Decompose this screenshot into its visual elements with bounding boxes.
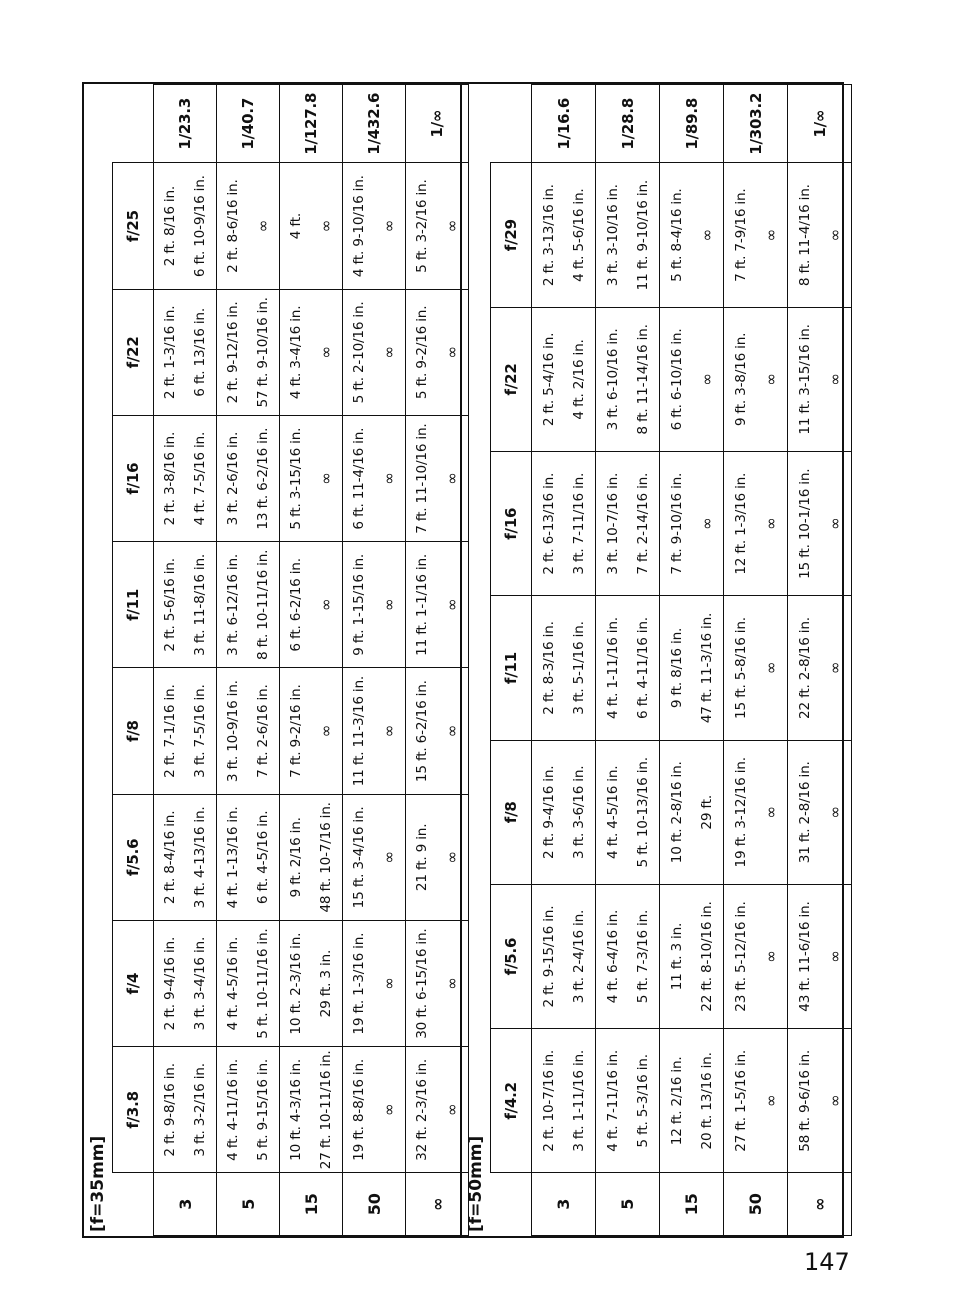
far-limit: 8 ft. 11-14/16 in. (634, 324, 651, 435)
dof-cell (406, 163, 469, 289)
table-50mm-block (462, 82, 844, 1238)
distance-cell: ∞ (788, 1173, 852, 1236)
dof-cell (280, 289, 343, 415)
header-ratio-blank (491, 85, 532, 164)
near-limit: 21 ft. 9 in. (414, 823, 430, 892)
ratio-cell: 1/40.7 (217, 85, 280, 164)
far-limit: 13 ft. 6-2/16 in. (255, 427, 271, 530)
dof-cell (280, 1047, 343, 1173)
far-limit: 3 ft. 1-11/16 in. (570, 1049, 587, 1152)
dof-cell (596, 1029, 660, 1173)
near-limit: 4 ft. 4-5/16 in. (604, 765, 621, 859)
ratio-cell: 1/16.6 (532, 85, 596, 164)
header-ratio-blank (113, 85, 154, 164)
far-limit: ∞ (443, 219, 461, 233)
dof-cell (217, 794, 280, 920)
far-limit: 57 ft. 9-10/16 in. (255, 297, 271, 408)
dof-cell (280, 794, 343, 920)
far-limit: ∞ (380, 598, 398, 612)
dof-cell (154, 163, 217, 289)
near-limit: 2 ft. 10-7/16 in. (540, 1049, 557, 1152)
near-limit: 11 ft. 3-15/16 in. (796, 324, 813, 435)
far-limit: 22 ft. 8-10/16 in. (698, 901, 715, 1012)
far-limit: 5 ft. 5-3/16 in. (634, 1054, 651, 1148)
near-limit: 2 ft. 1-3/16 in. (162, 305, 178, 400)
far-limit: ∞ (443, 472, 461, 485)
rotated-content (82, 82, 844, 1238)
header-distance-blank (113, 1173, 154, 1236)
ratio-cell: 1/89.8 (660, 85, 724, 164)
near-limit: 2 ft. 9-4/16 in. (162, 936, 178, 1031)
near-limit: 32 ft. 2-3/16 in. (414, 1058, 430, 1161)
near-limit: 15 ft. 3-4/16 in. (351, 806, 367, 909)
near-limit: 2 ft. 9-15/16 in. (540, 905, 557, 1008)
dof-table-35mm (112, 84, 469, 1236)
far-limit: ∞ (254, 219, 272, 233)
near-limit: 2 ft. 3-13/16 in. (540, 184, 557, 287)
dof-cell (154, 289, 217, 415)
far-limit: ∞ (443, 1103, 461, 1117)
aperture-header: f/11 (113, 542, 154, 668)
dof-cell (217, 163, 280, 289)
near-limit: 2 ft. 8-3/16 in. (540, 621, 557, 715)
far-limit: ∞ (825, 229, 844, 242)
table-row (788, 85, 852, 1236)
near-limit: 9 ft. 3-8/16 in. (732, 332, 749, 427)
distance-cell: ∞ (406, 1173, 469, 1236)
ratio-cell: 1/∞ (788, 85, 852, 164)
near-limit: 22 ft. 2-8/16 in. (796, 617, 813, 719)
dof-cell (280, 416, 343, 542)
dof-cell (532, 452, 596, 596)
near-limit: 3 ft. 10-7/16 in. (604, 472, 621, 575)
aperture-header: f/22 (113, 289, 154, 415)
aperture-header: f/3.8 (113, 1047, 154, 1173)
dof-cell (596, 596, 660, 740)
dof-cell (660, 596, 724, 740)
distance-cell: 5 (596, 1173, 660, 1236)
dof-cell (343, 289, 406, 415)
near-limit: 3 ft. 10-9/16 in. (225, 680, 241, 783)
near-limit: 10 ft. 4-3/16 in. (288, 1058, 304, 1161)
dof-cell (154, 1047, 217, 1173)
aperture-header: f/11 (491, 596, 532, 740)
ratio-cell: 1/432.6 (343, 85, 406, 164)
table-35mm-block (82, 82, 462, 1238)
near-limit: 11 ft. 1-1/16 in. (414, 553, 430, 656)
aperture-header: f/5.6 (113, 794, 154, 920)
near-limit: 4 ft. 9-10/16 in. (351, 175, 367, 278)
dof-cell (217, 1047, 280, 1173)
far-limit: ∞ (380, 346, 398, 359)
near-limit: 15 ft. 10-1/16 in. (796, 468, 813, 579)
dof-cell (660, 884, 724, 1028)
distance-cell: 5 (217, 1173, 280, 1236)
far-limit: ∞ (380, 219, 398, 233)
dof-cell (596, 163, 660, 307)
aperture-header: f/4 (113, 921, 154, 1047)
near-limit: 58 ft. 9-6/16 in. (796, 1049, 813, 1152)
ratio-cell: 1/∞ (406, 85, 469, 164)
header-row (491, 85, 532, 1236)
near-limit: 10 ft. 2-3/16 in. (288, 932, 304, 1035)
dof-cell (532, 740, 596, 884)
far-limit: 29 ft. 3 in. (318, 949, 334, 1018)
header-row (113, 85, 154, 1236)
far-limit: 3 ft. 11-8/16 in. (192, 553, 208, 656)
far-limit: 7 ft. 2-14/16 in. (634, 472, 651, 575)
far-limit: ∞ (825, 517, 844, 530)
dof-cell (788, 452, 852, 596)
far-limit: ∞ (443, 724, 461, 738)
aperture-header: f/8 (491, 740, 532, 884)
near-limit: 2 ft. 9-4/16 in. (540, 765, 557, 859)
far-limit: ∞ (825, 1094, 844, 1108)
far-limit: ∞ (317, 724, 335, 738)
table-35mm-label: [f=35mm] (88, 1135, 108, 1232)
dof-cell (724, 163, 788, 307)
ratio-cell: 1/23.3 (154, 85, 217, 164)
near-limit: 5 ft. 8-4/16 in. (668, 188, 685, 282)
far-limit: ∞ (443, 851, 461, 864)
near-limit: 4 ft. 4-11/16 in. (225, 1058, 241, 1161)
aperture-header: f/29 (491, 163, 532, 307)
far-limit: ∞ (380, 977, 398, 990)
far-limit: ∞ (825, 950, 844, 963)
dof-cell (596, 740, 660, 884)
dof-cell (724, 452, 788, 596)
far-limit: ∞ (825, 806, 844, 819)
dof-cell (406, 668, 469, 794)
dof-cell (532, 307, 596, 451)
dof-cell (280, 921, 343, 1047)
dof-cell (724, 1029, 788, 1173)
dof-cell (596, 452, 660, 596)
near-limit: 2 ft. 5-6/16 in. (162, 558, 178, 652)
table-row (660, 85, 724, 1236)
dof-cell (788, 740, 852, 884)
dof-cell (343, 416, 406, 542)
far-limit: 4 ft. 5-6/16 in. (570, 188, 587, 282)
dof-cell (154, 668, 217, 794)
far-limit: 3 ft. 4-13/16 in. (192, 806, 208, 909)
dof-cell (724, 884, 788, 1028)
far-limit: 6 ft. 4-11/16 in. (634, 617, 651, 719)
far-limit: 3 ft. 3-4/16 in. (192, 936, 208, 1031)
dof-cell (154, 542, 217, 668)
far-limit: ∞ (825, 661, 844, 675)
dof-cell (660, 307, 724, 451)
table-row (724, 85, 788, 1236)
near-limit: 2 ft. 8-4/16 in. (162, 810, 178, 905)
near-limit: 19 ft. 3-12/16 in. (732, 757, 749, 868)
distance-cell: 3 (532, 1173, 596, 1236)
near-limit: 11 ft. 3 in. (668, 922, 685, 991)
distance-cell: 3 (154, 1173, 217, 1236)
dof-cell (217, 416, 280, 542)
far-limit: ∞ (761, 661, 780, 675)
dof-cell (280, 163, 343, 289)
dof-cell (596, 884, 660, 1028)
far-limit: 47 ft. 11-3/16 in. (698, 612, 715, 724)
far-limit: 3 ft. 7-11/16 in. (570, 472, 587, 575)
dof-cell (724, 307, 788, 451)
dof-cell (596, 307, 660, 451)
far-limit: 6 ft. 4-5/16 in. (255, 810, 271, 905)
aperture-header: f/16 (491, 452, 532, 596)
dof-cell (406, 1047, 469, 1173)
dof-cell (532, 163, 596, 307)
header-distance-blank (491, 1173, 532, 1236)
dof-cell (217, 289, 280, 415)
far-limit: 4 ft. 7-5/16 in. (192, 431, 208, 526)
far-limit: ∞ (380, 472, 398, 485)
dof-cell (660, 163, 724, 307)
near-limit: 2 ft. 9-12/16 in. (225, 301, 241, 404)
far-limit: ∞ (761, 373, 780, 386)
dof-cell (788, 1029, 852, 1173)
near-limit: 2 ft. 7-1/16 in. (162, 684, 178, 778)
near-limit: 6 ft. 11-4/16 in. (351, 427, 367, 530)
far-limit: ∞ (380, 724, 398, 738)
far-limit: 4 ft. 2/16 in. (570, 339, 587, 420)
near-limit: 4 ft. 3-4/16 in. (288, 305, 304, 400)
dof-cell (660, 1029, 724, 1173)
dof-cell (343, 542, 406, 668)
table-row (154, 85, 217, 1236)
dof-cell (343, 163, 406, 289)
distance-cell: 50 (724, 1173, 788, 1236)
far-limit: ∞ (443, 598, 461, 612)
near-limit: 9 ft. 8/16 in. (668, 627, 685, 709)
near-limit: 2 ft. 8-6/16 in. (225, 179, 241, 273)
near-limit: 19 ft. 8-8/16 in. (351, 1058, 367, 1161)
near-limit: 23 ft. 5-12/16 in. (732, 901, 749, 1012)
dof-cell (660, 740, 724, 884)
far-limit: 48 ft. 10-7/16 in. (318, 802, 334, 913)
far-limit: 29 ft. (698, 794, 715, 830)
dof-cell (280, 668, 343, 794)
near-limit: 4 ft. 1-11/16 in. (604, 617, 621, 719)
dof-cell (217, 668, 280, 794)
table-50mm-label: [f=50mm] (466, 1135, 486, 1232)
near-limit: 7 ft. 7-9/16 in. (732, 188, 749, 282)
dof-cell (154, 794, 217, 920)
near-limit: 5 ft. 2-10/16 in. (351, 301, 367, 404)
near-limit: 8 ft. 11-4/16 in. (796, 184, 813, 287)
far-limit: 3 ft. 5-1/16 in. (570, 621, 587, 715)
distance-cell: 15 (660, 1173, 724, 1236)
table-row (532, 85, 596, 1236)
near-limit: 31 ft. 2-8/16 in. (796, 761, 813, 864)
near-limit: 5 ft. 3-2/16 in. (414, 179, 430, 273)
far-limit: 3 ft. 7-5/16 in. (192, 684, 208, 778)
near-limit: 30 ft. 6-15/16 in. (414, 928, 430, 1039)
dof-cell (343, 794, 406, 920)
dof-cell (406, 289, 469, 415)
aperture-header: f/22 (491, 307, 532, 451)
dof-cell (154, 416, 217, 542)
ratio-cell: 1/303.2 (724, 85, 788, 164)
far-limit: 11 ft. 9-10/16 in. (634, 180, 651, 291)
near-limit: 9 ft. 2/16 in. (288, 817, 304, 898)
near-limit: 15 ft. 5-8/16 in. (732, 617, 749, 719)
dof-cell (532, 596, 596, 740)
near-limit: 43 ft. 11-6/16 in. (796, 901, 813, 1012)
far-limit: ∞ (697, 517, 716, 530)
dof-cell (406, 921, 469, 1047)
far-limit: 3 ft. 2-4/16 in. (570, 909, 587, 1004)
page-number: 147 (804, 1248, 850, 1276)
near-limit: 3 ft. 2-6/16 in. (225, 431, 241, 526)
far-limit: ∞ (317, 472, 335, 485)
distance-cell: 50 (343, 1173, 406, 1236)
near-limit: 12 ft. 2/16 in. (668, 1056, 685, 1146)
near-limit: 4 ft. 1-13/16 in. (225, 806, 241, 909)
far-limit: ∞ (761, 1094, 780, 1108)
far-limit: ∞ (761, 517, 780, 530)
dof-cell (788, 163, 852, 307)
far-limit: 6 ft. 13/16 in. (192, 308, 208, 397)
far-limit: ∞ (761, 229, 780, 242)
aperture-header: f/25 (113, 163, 154, 289)
table-row (217, 85, 280, 1236)
far-limit: ∞ (443, 977, 461, 990)
near-limit: 7 ft. 11-10/16 in. (414, 423, 430, 534)
table-row (280, 85, 343, 1236)
dof-cell (280, 542, 343, 668)
far-limit: 20 ft. 13/16 in. (698, 1052, 715, 1150)
far-limit: ∞ (697, 229, 716, 242)
near-limit: 2 ft. 3-8/16 in. (162, 431, 178, 526)
near-limit: 2 ft. 6-13/16 in. (540, 472, 557, 575)
table-row (406, 85, 469, 1236)
far-limit: ∞ (697, 373, 716, 386)
table-row (596, 85, 660, 1236)
far-limit: 5 ft. 10-13/16 in. (634, 757, 651, 868)
dof-cell (788, 596, 852, 740)
table-row (343, 85, 406, 1236)
near-limit: 3 ft. 3-10/16 in. (604, 184, 621, 287)
near-limit: 27 ft. 1-5/16 in. (732, 1049, 749, 1152)
dof-cell (406, 794, 469, 920)
far-limit: 8 ft. 10-11/16 in. (255, 549, 271, 661)
far-limit: 5 ft. 7-3/16 in. (634, 909, 651, 1004)
near-limit: 10 ft. 2-8/16 in. (668, 761, 685, 864)
near-limit: 5 ft. 3-15/16 in. (288, 427, 304, 530)
near-limit: 4 ft. 7-11/16 in. (604, 1049, 621, 1152)
near-limit: 5 ft. 9-2/16 in. (414, 305, 430, 400)
dof-cell (788, 884, 852, 1028)
dof-cell (788, 307, 852, 451)
near-limit: 2 ft. 8/16 in. (162, 186, 178, 267)
dof-cell (532, 1029, 596, 1173)
near-limit: 6 ft. 6-2/16 in. (288, 558, 304, 652)
aperture-header: f/5.6 (491, 884, 532, 1028)
near-limit: 2 ft. 5-4/16 in. (540, 332, 557, 427)
far-limit: 27 ft. 10-11/16 in. (318, 1050, 334, 1170)
dof-cell (217, 542, 280, 668)
near-limit: 15 ft. 6-2/16 in. (414, 680, 430, 783)
near-limit: 4 ft. (288, 213, 304, 240)
far-limit: 5 ft. 9-15/16 in. (255, 1058, 271, 1161)
ratio-cell: 1/28.8 (596, 85, 660, 164)
near-limit: 11 ft. 11-3/16 in. (351, 675, 367, 787)
dof-cell (532, 884, 596, 1028)
near-limit: 4 ft. 4-5/16 in. (225, 936, 241, 1031)
far-limit: ∞ (380, 1103, 398, 1117)
dof-cell (724, 740, 788, 884)
near-limit: 7 ft. 9-10/16 in. (668, 472, 685, 575)
dof-table-50mm (490, 84, 852, 1236)
far-limit: 7 ft. 2-6/16 in. (255, 684, 271, 778)
aperture-header: f/16 (113, 416, 154, 542)
far-limit: ∞ (380, 851, 398, 864)
near-limit: 12 ft. 1-3/16 in. (732, 472, 749, 575)
aperture-header: f/4.2 (491, 1029, 532, 1173)
far-limit: ∞ (317, 346, 335, 359)
near-limit: 4 ft. 6-4/16 in. (604, 909, 621, 1004)
far-limit: 6 ft. 10-9/16 in. (192, 175, 208, 278)
near-limit: 6 ft. 6-10/16 in. (668, 328, 685, 431)
dof-cell (724, 596, 788, 740)
far-limit: ∞ (443, 346, 461, 359)
dof-cell (343, 1047, 406, 1173)
near-limit: 9 ft. 1-15/16 in. (351, 553, 367, 656)
dof-cell (154, 921, 217, 1047)
aperture-header: f/8 (113, 668, 154, 794)
far-limit: ∞ (317, 598, 335, 612)
far-limit: 3 ft. 3-2/16 in. (192, 1063, 208, 1157)
dof-cell (217, 921, 280, 1047)
far-limit: ∞ (825, 373, 844, 386)
near-limit: 3 ft. 6-12/16 in. (225, 553, 241, 656)
near-limit: 3 ft. 6-10/16 in. (604, 328, 621, 431)
far-limit: ∞ (761, 806, 780, 819)
dof-cell (406, 542, 469, 668)
near-limit: 2 ft. 9-8/16 in. (162, 1063, 178, 1157)
far-limit: ∞ (317, 219, 335, 233)
far-limit: 3 ft. 3-6/16 in. (570, 765, 587, 859)
ratio-cell: 1/127.8 (280, 85, 343, 164)
dof-cell (660, 452, 724, 596)
near-limit: 7 ft. 9-2/16 in. (288, 684, 304, 778)
dof-cell (343, 921, 406, 1047)
near-limit: 19 ft. 1-3/16 in. (351, 932, 367, 1035)
dof-cell (406, 416, 469, 542)
far-limit: 5 ft. 10-11/16 in. (255, 928, 271, 1039)
far-limit: ∞ (761, 950, 780, 963)
distance-cell: 15 (280, 1173, 343, 1236)
dof-cell (343, 668, 406, 794)
